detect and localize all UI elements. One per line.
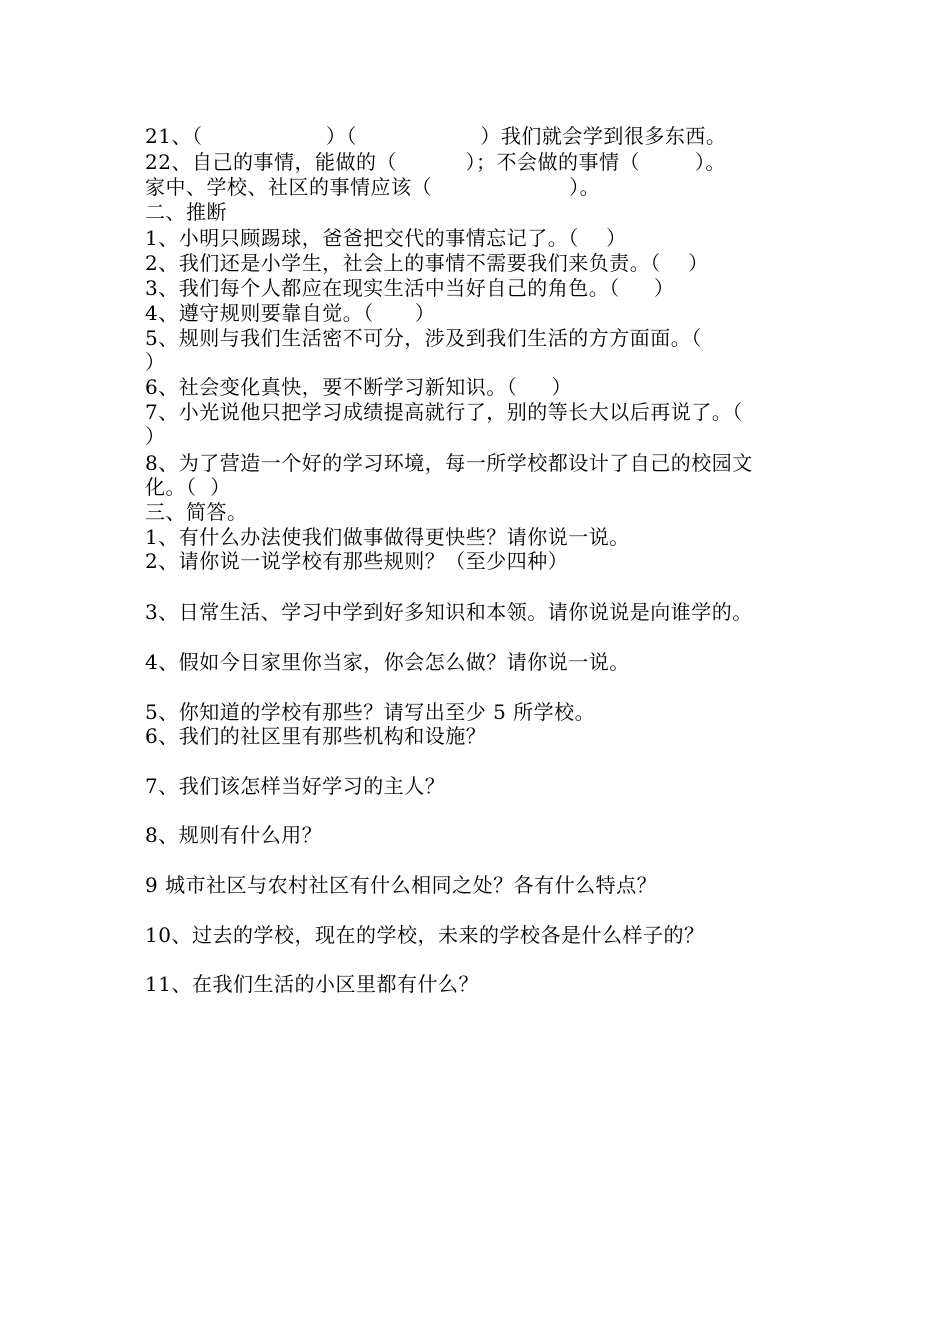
judge-item: 6、社会变化真快，要不断学习新知识。（ ）: [145, 375, 573, 399]
short-answer-question: 7、我们该怎样当好学习的主人？: [145, 774, 446, 798]
judge-item: 2、我们还是小学生，社会上的事情不需要我们来负责。（ ）: [145, 251, 709, 275]
judge-item: 5、规则与我们生活密不可分，涉及到我们生活的方方面面。（: [145, 326, 702, 350]
judge-item-continued: 化。（ ）: [145, 475, 231, 499]
short-answer-question: 3、日常生活、学习中学到好多知识和本领。请你说说是向谁学的。: [145, 600, 753, 624]
fill-in-question-21: 21、（ ）（ ）我们就会学到很多东西。: [145, 124, 727, 148]
short-answer-question: 11、在我们生活的小区里都有什么？: [145, 972, 479, 996]
short-answer-question: 2、请你说一说学校有那些规则？（至少四种）: [145, 549, 569, 573]
short-answer-question: 8、规则有什么用？: [145, 823, 323, 847]
fill-in-question-22: 22、自己的事情，能做的（ ）；不会做的事情（ ）。: [145, 150, 726, 174]
judge-item: 7、小光说他只把学习成绩提高就行了，别的等长大以后再说了。（: [145, 400, 743, 424]
short-answer-question: 10、过去的学校，现在的学校，未来的学校各是什么样子的？: [145, 923, 705, 947]
judge-item-continued: ）: [145, 424, 166, 448]
short-answer-question: 5、你知道的学校有那些？请写出至少 5 所学校。: [145, 700, 596, 724]
judge-section-heading: 二、推断: [145, 200, 227, 224]
short-answer-question: 1、有什么办法使我们做事做得更快些？请你说一说。: [145, 525, 630, 549]
judge-item: 4、遵守规则要靠自觉。（ ）: [145, 301, 436, 325]
short-answer-question: 6、我们的社区里有那些机构和设施？: [145, 724, 487, 748]
judge-item: 1、小明只顾踢球，爸爸把交代的事情忘记了。（ ）: [145, 226, 627, 250]
short-answer-question: 9 城市社区与农村社区有什么相同之处？各有什么特点？: [145, 873, 658, 897]
judge-item-continued: ）: [145, 350, 166, 374]
short-answer-question: 4、假如今日家里你当家，你会怎么做？请你说一说。: [145, 650, 630, 674]
fill-in-question-22-continued: 家中、学校、社区的事情应该（ ）。: [145, 175, 601, 199]
judge-item: 8、为了营造一个好的学习环境，每一所学校都设计了自己的校园文: [145, 451, 753, 475]
judge-item: 3、我们每个人都应在现实生活中当好自己的角色。（ ）: [145, 276, 675, 300]
short-answer-section-heading: 三、简答。: [145, 500, 248, 524]
